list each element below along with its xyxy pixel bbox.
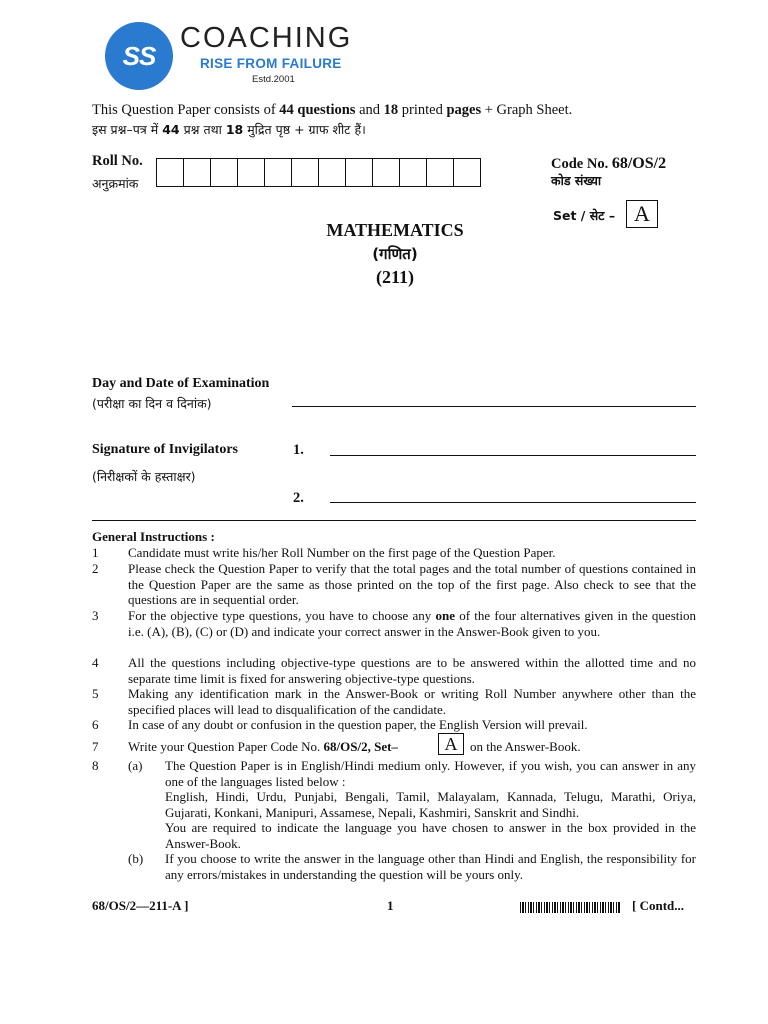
instruction-text: For the objective type questions, you have to choose any one of the four alternatives given in the question i.e. (A), (B), (C) or (D) and indicate your correct answer in the Answer-Book given to you. — [128, 608, 696, 639]
invigilator-label: Signature of Invigilators — [92, 442, 238, 457]
instruction-number: 4 — [92, 655, 99, 670]
roll-label: Roll No. — [92, 153, 143, 169]
instruction-text: Candidate must write his/her Roll Number on the first page of the Question Paper. — [128, 545, 556, 560]
brand-logo — [105, 22, 173, 90]
instruction-text: Please check the Question Paper to verify that the total pages and the total number of questions contained in the Question Paper are the same as those printed on the top of the first page. Also check to see that the questions are in sequential order. — [128, 561, 696, 608]
footer-code: 68/OS/2—211-A ] — [92, 898, 189, 913]
footer-contd: [ Contd... — [632, 898, 685, 913]
invigilator-1-signature-field[interactable] — [330, 455, 696, 456]
instruction-number: 6 — [92, 717, 99, 732]
exam-date-label: Day and Date of Examination — [92, 376, 270, 391]
instruction-text: You are required to indicate the language you have chosen to answer in the box provided in the Answer-Book. — [165, 820, 696, 851]
intro-english: This Question Paper consists of 44 questions and 18 printed pages + Graph Sheet. — [92, 102, 573, 118]
exam-date-label-hindi: (परीक्षा का दिन व दिनांक) — [92, 396, 212, 411]
code-label-hindi: कोड संख्या — [551, 173, 602, 188]
logo-monogram: SS — [122, 40, 156, 71]
instruction-text: All the questions including objective-type questions are to be answered within the allotted time and no separate time limit is fixed for answering objective-type questions. — [128, 655, 696, 686]
invigilator-2-signature-field[interactable] — [330, 502, 696, 503]
instruction-number: 8 — [92, 758, 99, 773]
instruction-text: Write your Question Paper Code No. 68/OS/2, Set– — [128, 739, 398, 754]
instruction-number: 5 — [92, 686, 99, 701]
roll-number-boxes[interactable] — [157, 158, 481, 187]
instruction-number: 3 — [92, 608, 99, 623]
set-box-inline: A — [438, 733, 464, 755]
invigilator-label-hindi: (निरीक्षकों के हस्ताक्षर) — [92, 469, 196, 484]
page-number: 1 — [387, 898, 394, 913]
intro-hindi: इस प्रश्न–पत्र में 44 प्रश्न तथा 18 मुद्रित पृष्ठ + ग्राफ शीट हैं। — [92, 122, 366, 137]
subject-code: (211) — [376, 267, 414, 287]
brand-tagline: RISE FROM FAILURE — [200, 56, 342, 71]
instruction-number: 7 — [92, 739, 99, 754]
roll-label-hindi: अनुक्रमांक — [92, 176, 139, 191]
set-box: A — [626, 200, 658, 228]
language-list: English, Hindi, Urdu, Punjabi, Bengali, Tamil, Malayalam, Kannada, Telugu, Marathi, Oriya, Gujarati, Konkani, Manipuri, Assamese, Nepali, Kashmiri, Sanskrit and Sindhi. — [165, 789, 696, 820]
sub-item-label: (a) — [128, 758, 143, 773]
code-number: Code No. 68/OS/2 — [551, 155, 667, 172]
barcode-image — [520, 902, 620, 913]
sub-item-label: (b) — [128, 851, 144, 866]
subject-title: MATHEMATICS — [326, 220, 464, 240]
instruction-text: The Question Paper is in English/Hindi medium only. However, if you wish, you can answer in any one of the languages listed below : — [165, 758, 696, 789]
section-divider — [92, 520, 696, 521]
exam-date-field[interactable] — [292, 406, 696, 407]
instruction-text: Making any identification mark in the Answer-Book or writing Roll Number anywhere other than the specified places will lead to disqualification of the candidate. — [128, 686, 696, 717]
brand-name: COACHING — [180, 22, 353, 54]
set-label: Set / सेट – — [553, 208, 616, 223]
instruction-text: If you choose to write the answer in the language other than Hindi and English, the responsibility for any errors/mistakes in understanding the question will be yours only. — [165, 851, 696, 882]
instructions-heading: General Instructions : — [92, 529, 215, 544]
instruction-text: In case of any doubt or confusion in the question paper, the English Version will prevail. — [128, 717, 588, 732]
subject-title-hindi: (गणित) — [372, 245, 418, 263]
instruction-text: on the Answer-Book. — [470, 739, 581, 754]
invigilator-1-number: 1. — [293, 442, 304, 458]
brand-established: Estd.2001 — [252, 74, 295, 85]
instruction-number: 2 — [92, 561, 99, 576]
invigilator-2-number: 2. — [293, 490, 304, 506]
instruction-number: 1 — [92, 545, 99, 560]
